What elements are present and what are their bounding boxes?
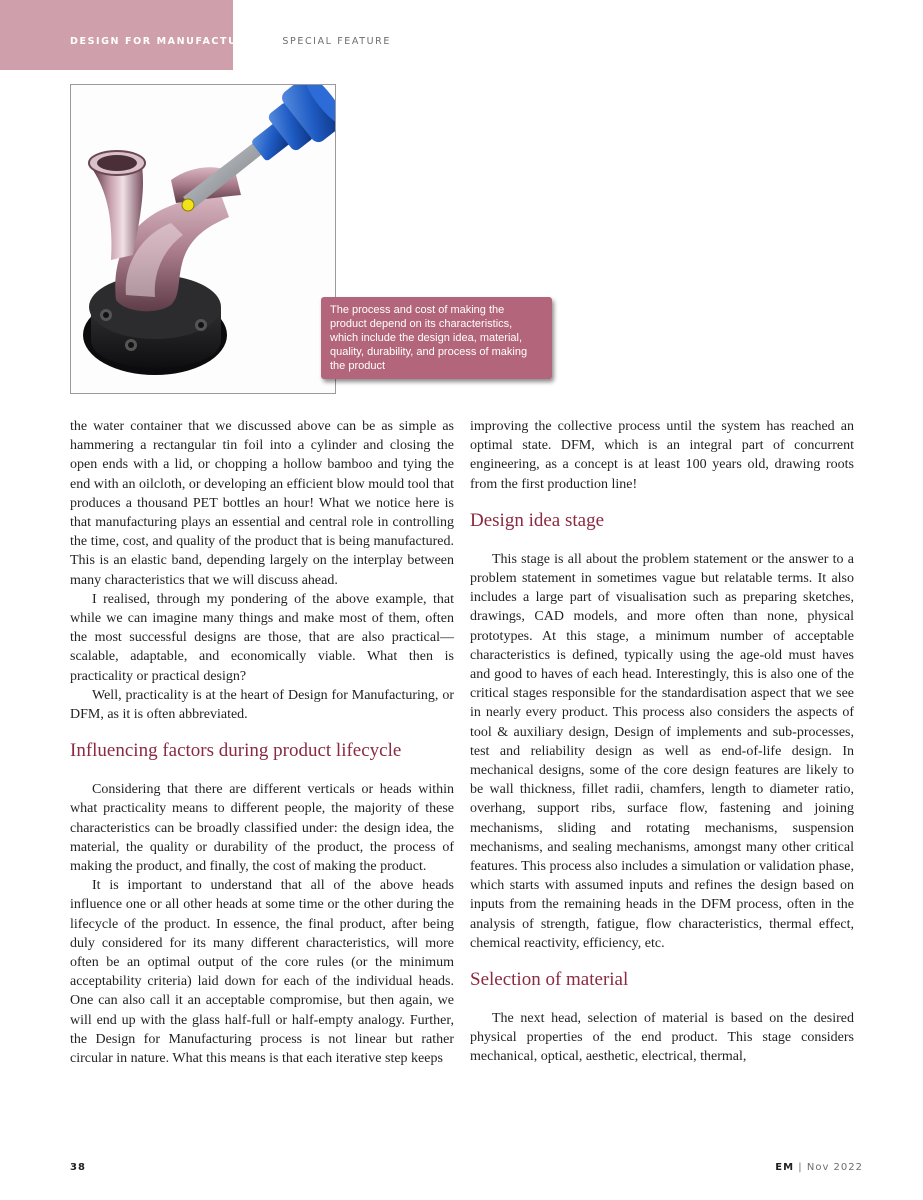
paragraph: I realised, through my pondering of the above example, that while we can imagine many things and make most of them, often the most successful designs are those, that are also practical—scalable, adaptable, and economically viable. What then is practicality or practical design? (70, 591, 454, 684)
page-number: 38 (70, 1162, 86, 1173)
section-heading: Influencing factors during product lifecycle (70, 740, 402, 762)
cad-part-illustration (71, 85, 336, 394)
paragraph: the water container that we discussed above can be as simple as hammering a rectangular tin foil into a cylinder and closing the open ends with a lid, or chopping a hollow bamboo and tying the end with an oilcloth, or developing an efficient blow mould tool that produces a thousand PET bottles an hour! What we notice here is that manufacturing plays an essential and central role in controlling the time, cost, and quality of the product that is being manufactured. This is an elastic band, depending largely on the interplay between many characteristics that we will discuss ahead. (70, 419, 454, 588)
paragraph: Considering that there are different verticals or heads within what practicality means to different people, the majority of these characteristics can be broadly classified under: the design idea, the material, the quality or durability of the product, the process of making the product, and finally, the cost of making the product. (70, 782, 454, 875)
running-header (70, 35, 391, 47)
section-label: DESIGN FOR MANUFACTURING (70, 36, 271, 47)
paragraph: This stage is all about the problem statement or the answer to a problem statement in sometimes vague but relatable terms. It also includes a large part of visualisation such as preparing sketches, drawings, CAD models, and more often than none, physical prototypes. At this stage, a minimum number of acceptable characteristics is defined, typically using the age-old must haves and good to haves of each head. Interestingly, this is also one of the critical stages responsible for the standardisation aspect that we see in nearly every product. This process also considers the aspects of tool & auxiliary design, Design of implements and sub-processes, test and reliability design as well as end-of-life design. In mechanical designs, some of the core design features are likely to be wall thickness, fillet radii, chamfers, length to diameter ratio, overhang, support ribs, surface flow, fastening and joining mechanisms, sliding and rotating mechanisms, suspension mechanisms, and sealing mechanisms, amongst many other critical features. This process also includes a simulation or validation phase, which starts with assumed inputs and refines the design based on inputs from the remaining heads in the DFM process, often in the analysis of strength, fatigue, flow characteristics, thermal effect, chemical reactivity, efficiency, etc. (470, 551, 854, 951)
footer-separator: | (798, 1162, 803, 1173)
section-heading: Selection of material (470, 969, 629, 991)
publication-name: EM (775, 1162, 795, 1173)
right-column (470, 417, 854, 1067)
paragraph: The next head, selection of material is based on the desired physical properties of the end product. This stage considers mechanical, optical, aesthetic, electrical, thermal, (470, 1011, 854, 1065)
paragraph: It is important to understand that all of the above heads influence one or all other heads at some time or the other during the lifecycle of the product. In essence, the final product, after being duly considered for its many different characteristics, will more often be an optimal output of the core rules (or the minimum acceptability criteria) laid down for each of the individual heads. One can also call it an acceptable compromise, but then again, we will end up with the glass half-full or half-empty analogy. Further, the Design for Manufacturing process is not linear but rather circular in nature. What this means is that each iterative step keeps (70, 878, 454, 1067)
left-column (70, 417, 454, 1068)
figure-caption: The process and cost of making the product depend on its characteristics, which include the design idea, material, quality, durability, and process of making the product (321, 297, 552, 379)
section-heading: Design idea stage (470, 509, 605, 531)
paragraph: improving the collective process until the system has reached an optimal state. DFM, which is an integral part of concurrent engineering, as a concept is at least 100 years old, drawing roots from the first production line! (470, 419, 854, 492)
issue-date: Nov 2022 (806, 1162, 863, 1173)
footer-publication (775, 1162, 863, 1173)
figure-image (70, 84, 336, 394)
header-divider (276, 35, 277, 46)
paragraph: Well, practicality is at the heart of Design for Manufacturing, or DFM, as it is often abbreviated. (70, 687, 454, 723)
feature-label: SPECIAL FEATURE (282, 36, 391, 47)
